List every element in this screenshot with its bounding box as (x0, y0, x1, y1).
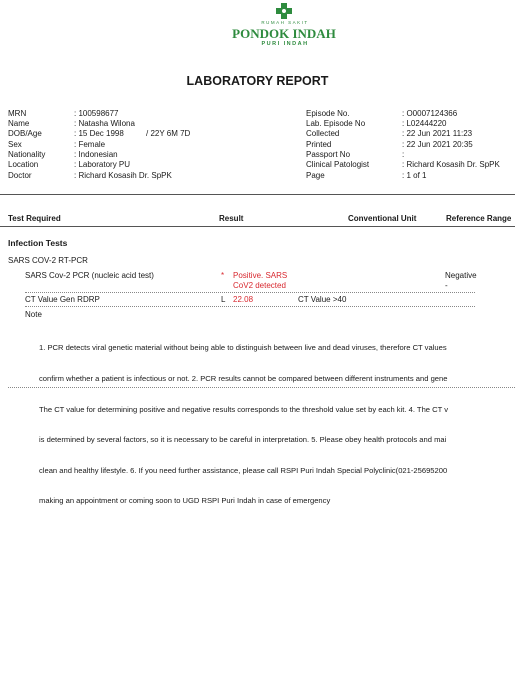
mrn-value: : 100598677 (74, 109, 119, 118)
reference-range: Negative (445, 271, 477, 280)
printed-label: Printed (306, 140, 332, 149)
location-label: Location (8, 160, 39, 169)
note-line: is determined by several factors, so it is necessary to be careful in interpretation. 5. Please obey health protocols and mai (39, 435, 447, 445)
col-result-header: Result (219, 214, 244, 223)
hospital-cross-logo-icon (276, 3, 292, 19)
note-text (39, 323, 515, 517)
episode-value: : O0007124366 (402, 109, 458, 118)
collected-label: Collected (306, 129, 340, 138)
col-test-header: Test Required (8, 214, 61, 223)
sex-label: Sex (8, 140, 22, 149)
row-divider (25, 292, 475, 293)
test-result: 22.08 (233, 295, 254, 304)
patologist-value: : Richard Kosasih Dr. SpPK (402, 160, 500, 169)
location-value: : Laboratory PU (74, 160, 131, 169)
reference-range-dash: - (445, 281, 448, 290)
note-line: clean and healthy lifestyle. 6. If you need further assistance, please call RSPI Puri Indah Special Polyclinic(021-25695200 (39, 465, 448, 475)
conventional-unit: CT Value >40 (298, 295, 347, 304)
lab-episode-value: : L02444220 (402, 119, 447, 128)
collected-value: : 22 Jun 2021 11:23 (402, 129, 473, 138)
sex-value: : Female (74, 140, 106, 149)
passport-label: Passport No (306, 150, 351, 159)
doctor-value: : Richard Kosasih Dr. SpPK (74, 171, 172, 180)
name-value: : Natasha Wilona (74, 119, 135, 128)
doctor-label: Doctor (8, 171, 32, 180)
section-title: Infection Tests (8, 238, 68, 248)
nationality-value: : Indonesian (74, 150, 118, 159)
abnormal-flag: * (221, 271, 225, 280)
mrn-label: MRN (8, 109, 27, 118)
col-range-header: Reference Range (446, 214, 512, 223)
printed-value: : 22 Jun 2021 20:35 (402, 140, 473, 149)
age-value: / 22Y 6M 7D (146, 129, 191, 138)
note-line: 1. PCR detects viral genetic material without being able to distinguish between live and dead viruses, therefore CT values (39, 343, 447, 353)
episode-label: Episode No. (306, 109, 350, 118)
dob-value: : 15 Dec 1998 (74, 129, 124, 138)
hospital-logo-sub-text: PURI INDAH (261, 41, 309, 47)
nationality-label: Nationality (8, 150, 46, 159)
report-title: LABORATORY REPORT (186, 74, 329, 88)
note-divider (8, 387, 515, 388)
test-result-line2: CoV2 detected (233, 281, 286, 290)
dob-label: DOB/Age (8, 129, 42, 138)
low-flag: L (221, 295, 226, 304)
test-name: CT Value Gen RDRP (25, 295, 100, 304)
note-label: Note (25, 310, 42, 319)
passport-value: : (402, 150, 405, 159)
hospital-logo-top-text: RUMAH SAKIT (261, 20, 309, 25)
patologist-label: Clinical Patologist (306, 160, 370, 169)
test-name: SARS Cov-2 PCR (nucleic acid test) (25, 271, 154, 280)
page-label: Page (306, 171, 325, 180)
page-value: : 1 of 1 (402, 171, 427, 180)
note-line: The CT value for determining positive and negative results corresponds to the threshold value set by each kit. 4. The CT v (39, 404, 449, 414)
note-line: making an appointment or coming soon to UGD RSPI Puri Indah in case of emergency (39, 496, 331, 506)
col-unit-header: Conventional Unit (348, 214, 417, 223)
header-divider (0, 194, 515, 195)
row-divider (25, 306, 475, 307)
note-line: confirm whether a patient is infectious or not. 2. PCR results cannot be compared between different instruments and gene (39, 374, 448, 384)
table-header-divider (0, 226, 515, 227)
lab-episode-label: Lab. Episode No (306, 119, 366, 128)
subsection-title: SARS COV-2 RT-PCR (8, 256, 88, 265)
name-label: Name (8, 119, 30, 128)
test-result-line1: Positive. SARS (233, 271, 288, 280)
hospital-logo-name: PONDOK INDAH (232, 26, 336, 41)
